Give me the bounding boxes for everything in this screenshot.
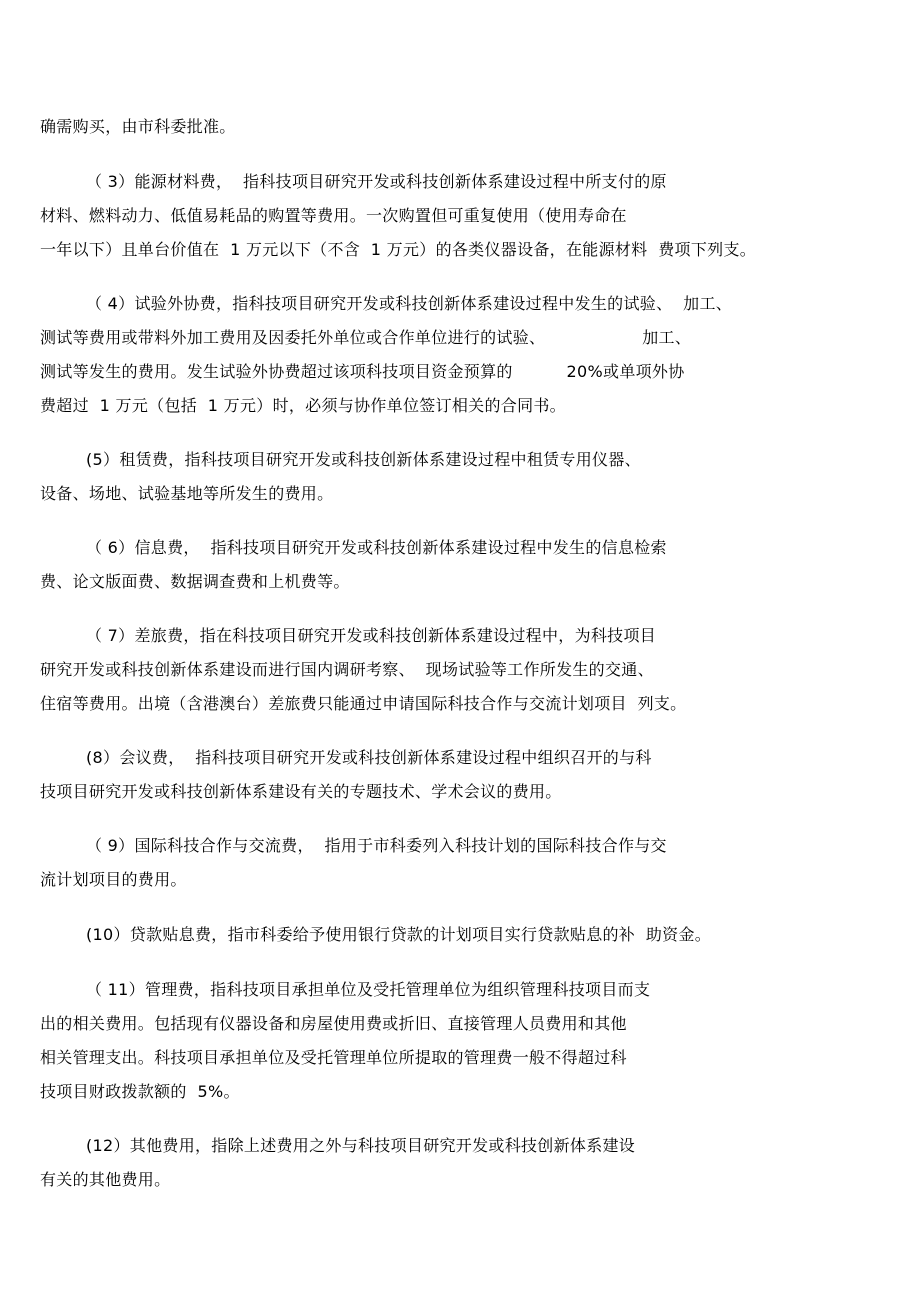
item-11-line-1: （ 11）管理费，指科技项目承担单位及受托管理单位为组织管理科技项目而支 (86, 980, 651, 999)
item-10-line-1: (10）贷款贴息费，指市科委给予使用银行贷款的计划项目实行贷款贴息的补 助资金。 (86, 925, 712, 944)
item-12-line-1: (12）其他费用，指除上述费用之外与科技项目研究开发或科技创新体系建设 (86, 1136, 636, 1155)
item-4-line-1: （ 4）试验外协费，指科技项目研究开发或科技创新体系建设过程中发生的试验、 加工、 (86, 294, 733, 313)
item-3-line-1: （ 3）能源材料费， 指科技项目研究开发或科技创新体系建设过程中所支付的原 (86, 172, 667, 191)
item-9-line-1: （ 9）国际科技合作与交流费， 指用于市科委列入科技计划的国际科技合作与交 (86, 836, 667, 855)
item-3-line-2: 材料、燃料动力、低值易耗品的购置等费用。一次购置但可重复使用（使用寿命在 (40, 206, 627, 225)
intro-line-1: 确需购买，由市科委批准。 (40, 117, 236, 136)
item-11-line-2: 出的相关费用。包括现有仪器设备和房屋使用费或折旧、直接管理人员费用和其他 (40, 1014, 627, 1033)
item-4-line-4: 费超过 1 万元（包括 1 万元）时，必须与协作单位签订相关的合同书。 (40, 396, 566, 415)
item-8-line-1: (8）会议费， 指科技项目研究开发或科技创新体系建设过程中组织召开的与科 (86, 748, 652, 767)
item-4-line-2: 测试等费用或带料外加工费用及因委托外单位或合作单位进行的试验、 加工、 (40, 328, 692, 347)
item-6-line-2: 费、论文版面费、数据调查费和上机费等。 (40, 572, 350, 591)
item-3-line-3: 一年以下）且单台价值在 1 万元以下（不含 1 万元）的各类仪器设备，在能源材料 费项下列支。 (40, 240, 757, 259)
item-7-line-2: 研究开发或科技创新体系建设而进行国内调研考察、 现场试验等工作所发生的交通、 (40, 660, 654, 679)
item-6-line-1: （ 6）信息费， 指科技项目研究开发或科技创新体系建设过程中发生的信息检索 (86, 538, 667, 557)
item-7-line-3: 住宿等费用。出境（含港澳台）差旅费只能通过申请国际科技合作与交流计划项目 列支。 (40, 694, 687, 713)
item-4-line-3: 测试等发生的费用。发生试验外协费超过该项科技项目资金预算的 20%或单项外协 (40, 362, 685, 381)
item-11-line-4: 技项目财政拨款额的 5%。 (40, 1082, 240, 1101)
item-8-line-2: 技项目研究开发或科技创新体系建设有关的专题技术、学术会议的费用。 (40, 782, 562, 801)
item-5-line-1: (5）租赁费，指科技项目研究开发或科技创新体系建设过程中租赁专用仪器、 (86, 450, 641, 469)
item-9-line-2: 流计划项目的费用。 (40, 870, 187, 889)
item-12-line-2: 有关的其他费用。 (40, 1170, 171, 1189)
item-5-line-2: 设备、场地、试验基地等所发生的费用。 (40, 484, 334, 503)
item-11-line-3: 相关管理支出。科技项目承担单位及受托管理单位所提取的管理费一般不得超过科 (40, 1048, 627, 1067)
item-7-line-1: （ 7）差旅费，指在科技项目研究开发或科技创新体系建设过程中，为科技项目 (86, 626, 657, 645)
